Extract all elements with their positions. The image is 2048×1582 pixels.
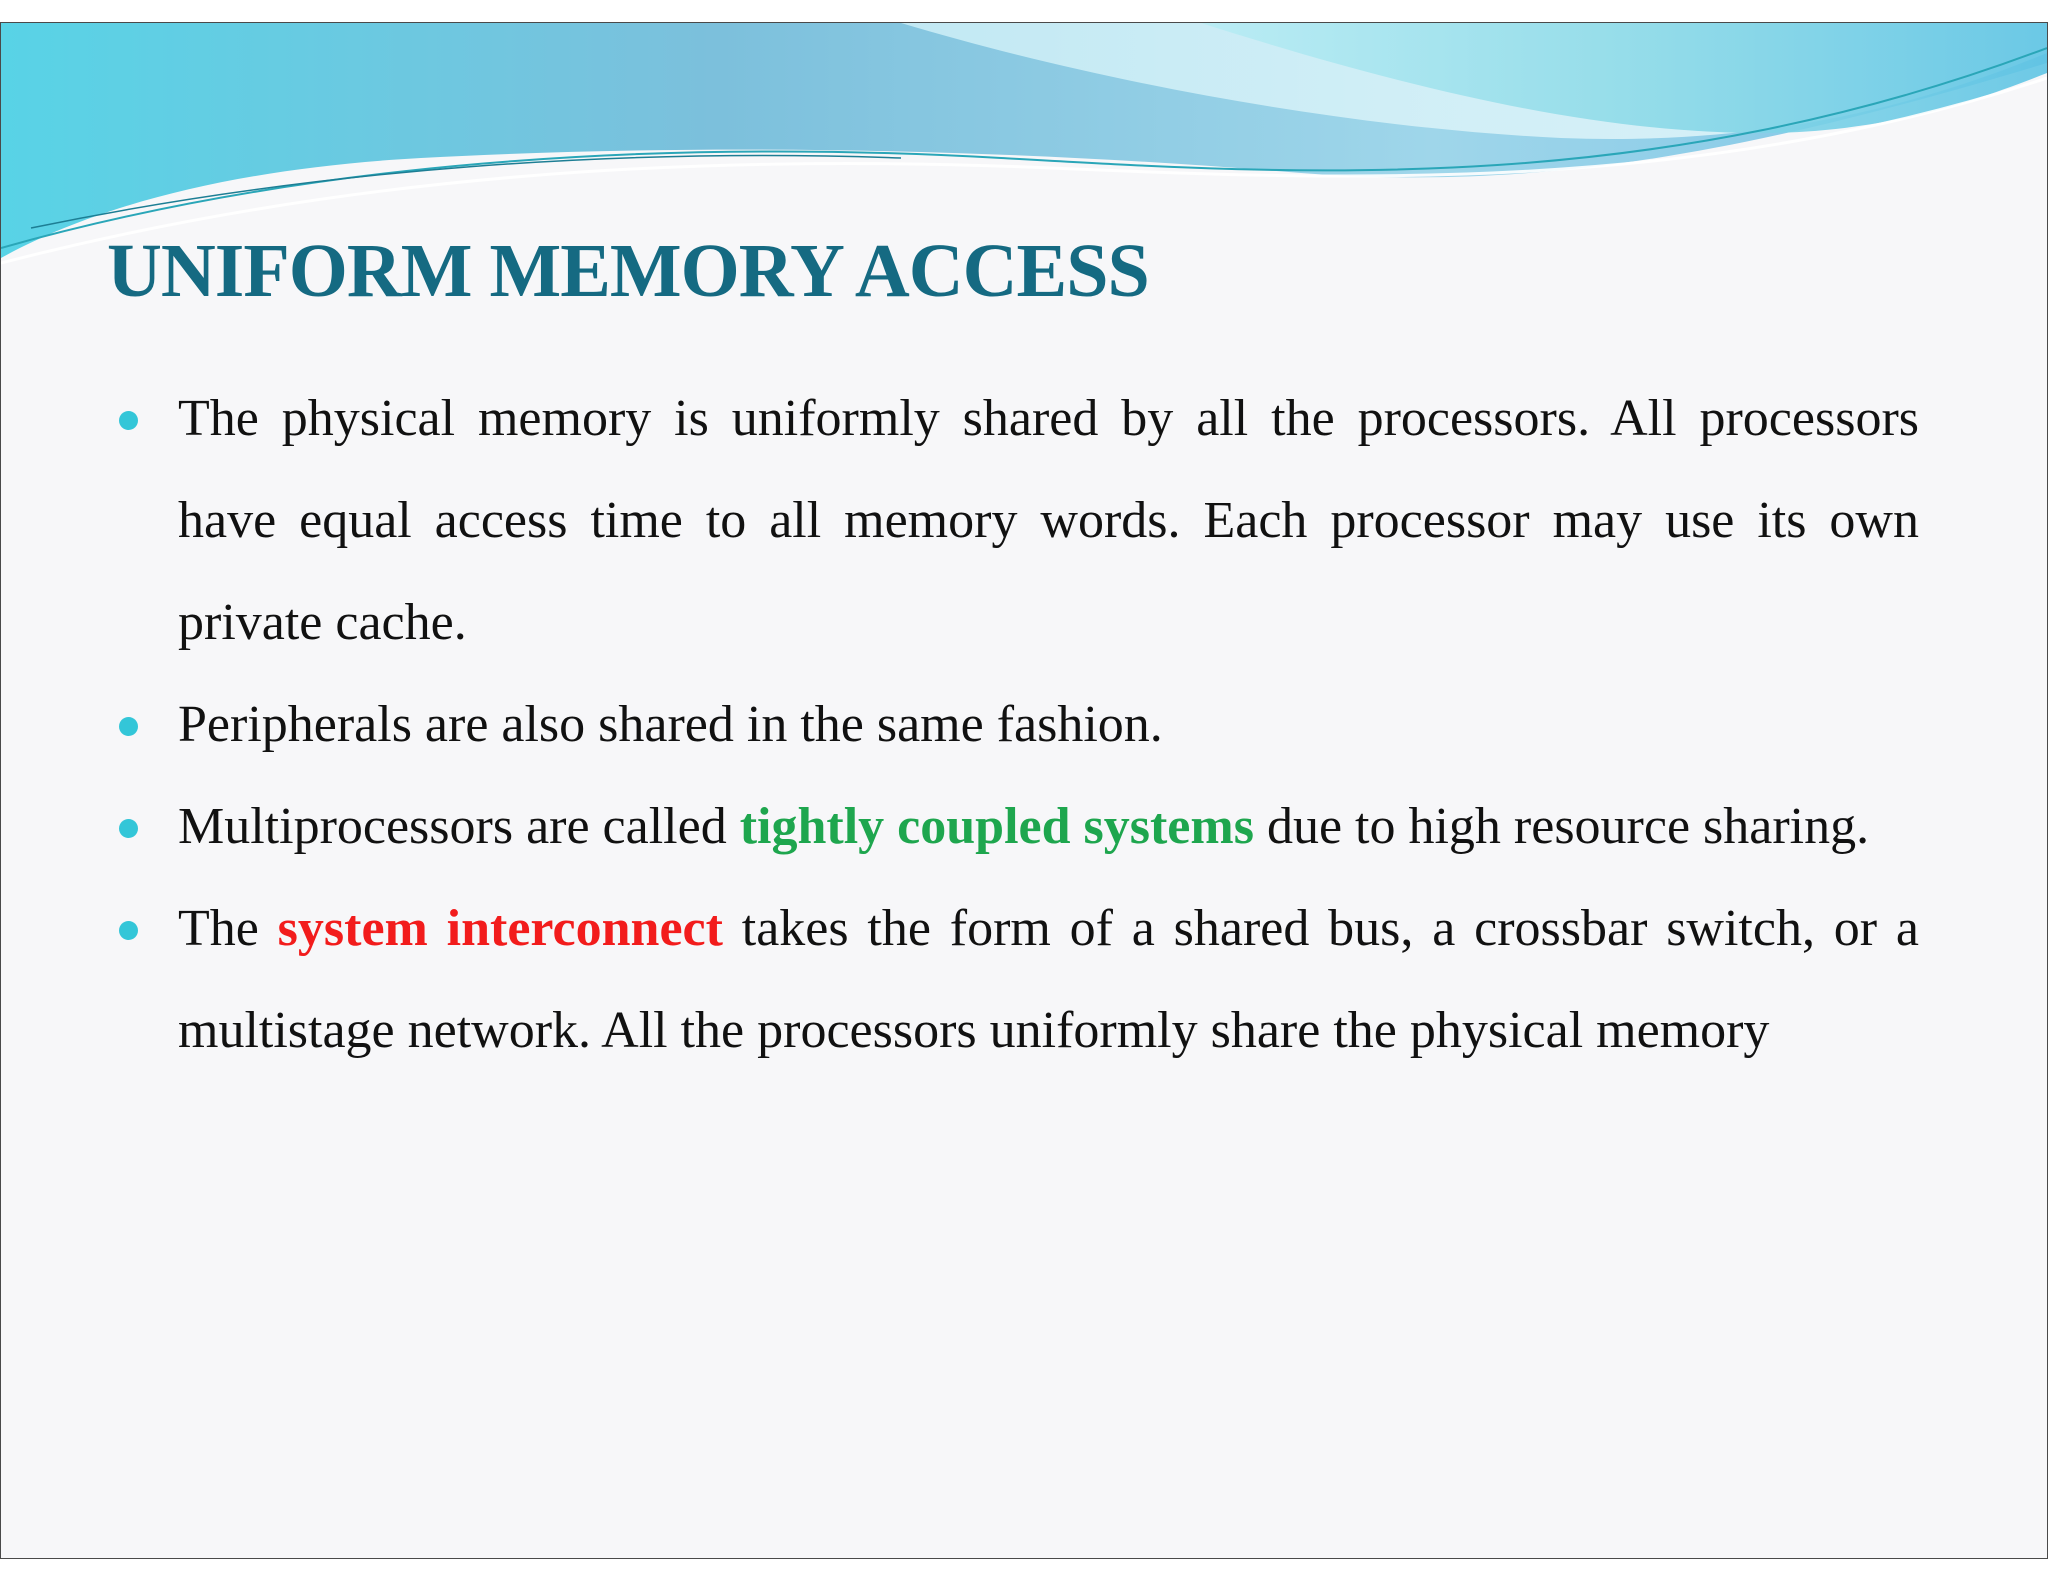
- bullet-text-before: Multiprocessors are called: [178, 798, 740, 855]
- bullet-item-3: [113, 776, 1919, 878]
- highlight-system-interconnect: system interconnect: [277, 900, 723, 957]
- bullet-item-4: [113, 878, 1919, 1082]
- bullet-text: The physical memory is uniformly shared by all the processors. All processors have equal access time to all memory words. Each processor may use its own private cache.: [178, 390, 1919, 651]
- highlight-tightly-coupled-systems: tightly coupled systems: [739, 798, 1254, 855]
- bullet-dot-icon: [119, 717, 138, 736]
- slide-title: UNIFORM MEMORY ACCESS: [107, 229, 1149, 313]
- bullet-item-2: [113, 674, 1919, 776]
- bullet-dot-icon: [119, 921, 138, 940]
- bullet-text: Peripherals are also shared in the same fashion.: [178, 696, 1163, 753]
- bullet-text-after: due to high resource sharing.: [1253, 798, 1870, 855]
- bullet-text-before: The: [178, 900, 278, 957]
- bullet-dot-icon: [119, 819, 138, 838]
- slide: [0, 22, 2048, 1559]
- bullet-list: [113, 368, 1919, 1082]
- bullet-text-after: takes the form of a shared bus, a crossbar switch, or a multistage network. All the processors uniformly share the physical memory: [178, 900, 1919, 1059]
- bullet-item-1: [113, 368, 1919, 674]
- bullet-dot-icon: [119, 411, 138, 430]
